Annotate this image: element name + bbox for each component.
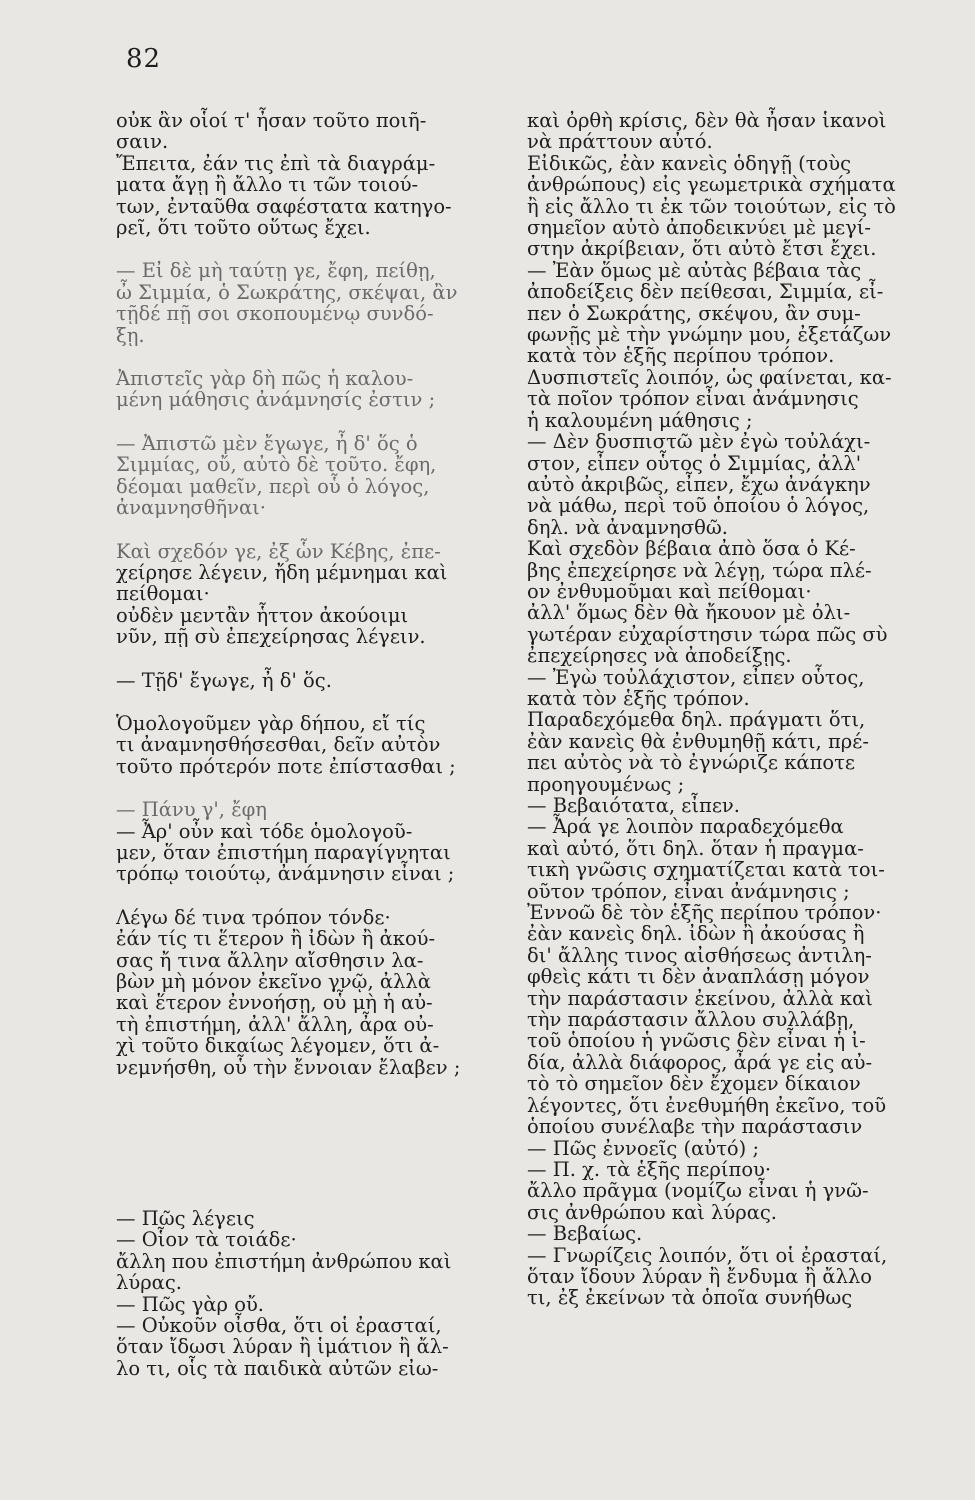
- text-line: φθεὶς κάτι τι δὲν ἀναπλάσῃ μόγον: [527, 965, 870, 989]
- paragraph-gap: [116, 346, 508, 368]
- text-line: Ἔπειτα, ἐάν τις ἐπὶ τὰ διαγράμ-: [116, 151, 436, 175]
- paragraph-gap: [116, 411, 508, 433]
- text-line: νὰ μάθω, περὶ τοῦ ὁποίου ὁ λόγος,: [527, 494, 870, 518]
- text-line: λο τι, οἷς τὰ παιδικὰ αὐτῶν εἰω-: [116, 1356, 439, 1380]
- text-line: δία, ἀλλὰ διάφορος, ἆρά γε εἰς αὐ-: [527, 1050, 873, 1074]
- text-line: πεν ὁ Σωκράτης, σκέψου, ἂν συμ-: [527, 301, 861, 325]
- text-line: — Ἆρά γε λοιπὸν παραδεχόμεθα: [527, 815, 844, 839]
- paragraph-gap: [116, 238, 508, 260]
- text-line: τὴ ἐπιστήμη, ἀλλ' ἄλλη, ἆρα οὐ-: [116, 1012, 434, 1036]
- text-line: — Πῶς ἐννοεῖς (αὐτό) ;: [527, 1136, 760, 1160]
- text-line: τρόπῳ τοιούτῳ, ἀνάμνησιν εἶναι ;: [116, 862, 455, 886]
- text-line: Ἐννοῶ δὲ τὸν ἑξῆς περίπου τρόπον·: [527, 901, 882, 925]
- text-line: Καὶ σχεδόν γε, ἐξ ὧν Κέβης, ἐπε-: [116, 539, 441, 563]
- text-line: μεν, ὅταν ἐπιστήμη παραγίγνηται: [116, 840, 451, 864]
- text-line: ἡ καλουμένη μάθησις ;: [527, 408, 753, 432]
- text-line: Καὶ σχεδὸν βέβαια ἀπὸ ὅσα ὁ Κέ-: [527, 537, 856, 561]
- text-line: σις ἀνθρώπου καὶ λύρας.: [527, 1200, 777, 1224]
- text-line: ἀλλ' ὅμως δὲν θὰ ἤκουον μὲ ὀλι-: [527, 601, 851, 625]
- text-line: ὁποίου συνέλαβε τὴν παράστασιν: [527, 1115, 863, 1139]
- text-line: — Εἰ δὲ μὴ ταύτῃ γε, ἔφη, πείθῃ,: [116, 259, 436, 283]
- text-line: λύρας.: [116, 1271, 182, 1295]
- text-line: δι' ἄλλης τινος αἰσθήσεως ἀντιλη-: [527, 943, 872, 967]
- text-line: οὐκ ἂν οἷοί τ' ἦσαν τοῦτο ποιῆ-: [116, 109, 427, 132]
- text-line: οὐδὲν μεντἂν ἧττον ἀκούοιμι: [116, 603, 409, 627]
- text-line: τὴν παράστασιν ἄλλου συλλάβῃ,: [527, 1008, 855, 1032]
- text-line: ρεῖ, ὅτι τοῦτο οὕτως ἔχει.: [116, 216, 371, 240]
- text-line: μένη μάθησις ἀνάμνησίς ἐστιν ;: [116, 388, 436, 412]
- text-line: καὶ ἕτερον ἐννοήσῃ, οὗ μὴ ἡ αὐ-: [116, 991, 433, 1015]
- text-line: — Ἀπιστῶ μὲν ἔγωγε, ἦ δ' ὅς ὁ: [116, 431, 418, 455]
- text-line: — Π. χ. τὰ ἑξῆς περίπου·: [527, 1157, 772, 1181]
- text-line: τι ἀναμνησθήσεσθαι, δεῖν αὐτὸν: [116, 733, 441, 757]
- text-line: γωτέραν εὐχαρίστησιν τώρα πῶς σὺ: [527, 622, 888, 646]
- text-line: τι, ἐξ ἐκείνων τὰ ὁποῖα συνήθως: [527, 1286, 853, 1310]
- text-line: τοῦτο πρότερόν ποτε ἐπίστασθαι ;: [116, 754, 456, 778]
- text-line: νὰ πράττουν αὐτό.: [527, 130, 713, 154]
- text-line: ὦ Σιμμία, ὁ Σωκράτης, σκέψαι, ἂν: [116, 280, 458, 304]
- text-line: — Βεβαίως.: [527, 1222, 643, 1246]
- text-line: καὶ αὐτό, ὅτι δηλ. ὅταν ἡ πραγμα-: [527, 836, 864, 860]
- text-line: πείθομαι·: [116, 582, 210, 606]
- text-line: σαιν.: [116, 130, 169, 154]
- text-line: Δυσπιστεῖς λοιπόν, ὡς φαίνεται, κα-: [527, 365, 892, 389]
- text-line: Ὁμολογοῦμεν γὰρ δήπου, εἴ τίς: [116, 711, 426, 735]
- text-line: ἀναμνησθῆναι·: [116, 496, 267, 520]
- text-line: χὶ τοῦτο δικαίως λέγομεν, ὅτι ἀ-: [116, 1034, 440, 1058]
- text-line: τῇδέ πῇ σοι σκοπουμένῳ συνδό-: [116, 302, 434, 326]
- text-line: δέομαι μαθεῖν, περὶ οὗ ὁ λόγος,: [116, 474, 430, 498]
- text-line: προηγουμένως ;: [527, 772, 685, 796]
- text-line: πει αὐτὸς νὰ τὸ ἐγνώριζε κάποτε: [527, 751, 856, 775]
- text-line: ἀνθρώπους) εἰς γεωμετρικὰ σχήματα: [527, 173, 896, 197]
- text-line: αὐτὸ ἀκριβῶς, εἶπεν, ἔχω ἀνάγκην: [527, 472, 871, 496]
- text-line: ἐὰν κανεὶς δηλ. ἰδὼν ἢ ἀκούσας ἢ: [527, 922, 865, 946]
- text-line: — Οὐκοῦν οἶσθα, ὅτι οἱ ἐρασταί,: [116, 1314, 442, 1338]
- text-line: Εἰδικῶς, ἐὰν κανεὶς ὁδηγῇ (τοὺς: [527, 151, 852, 175]
- text-line: λέγοντες, ὅτι ἐνεθυμήθη ἐκεῖνο, τοῦ: [527, 1093, 887, 1117]
- paragraph-gap: [116, 777, 508, 799]
- text-line: ὅταν ἴδωσι λύραν ἢ ἱμάτιον ἢ ἄλ-: [116, 1335, 449, 1359]
- paragraph-gap: [116, 519, 508, 541]
- text-line: τοῦ ὁποίου ἡ γνῶσις δὲν εἶναι ἡ ἰ-: [527, 1029, 866, 1053]
- text-line: — Βεβαιότατα, εἶπεν.: [527, 794, 740, 817]
- text-line: — Γνωρίζεις λοιπόν, ὅτι οἱ ἐρασταί,: [527, 1243, 888, 1267]
- text-line: ξῃ.: [116, 323, 145, 347]
- text-line: χείρησε λέγειν, ἤδη μέμνημαι καὶ: [116, 560, 448, 584]
- text-line: ἄλλη που ἐπιστήμη ἀνθρώπου καὶ: [116, 1249, 452, 1273]
- text-line: ἀποδείξεις δὲν πείθεσαι, Σιμμία, εἶ-: [527, 280, 884, 304]
- text-line: — Δὲν δυσπιστῶ μὲν ἐγὼ τοὐλάχι-: [527, 430, 871, 454]
- paragraph-gap: [116, 648, 508, 670]
- text-line: φωνῇς μὲ τὴν γνώμην μου, ἐξετάζων: [527, 323, 892, 347]
- text-line: τὴν παράστασιν ἐκείνου, ἀλλὰ καὶ: [527, 986, 873, 1010]
- text-line: κατὰ τὸν ἑξῆς περίπου τρόπον.: [527, 344, 835, 368]
- text-line: — Πῶς λέγεις: [116, 1207, 255, 1231]
- text-line: ἐάν τίς τι ἕτερον ἢ ἰδὼν ἢ ἀκού-: [116, 927, 436, 951]
- text-line: — Οἷον τὰ τοιάδε·: [116, 1228, 297, 1252]
- text-line: ἐπεχείρησες νὰ ἀποδείξῃς.: [527, 644, 792, 668]
- text-line: τὸ τὸ σημεῖον δὲν ἔχομεν δίκαιον: [527, 1072, 861, 1096]
- text-line: νεμνήσθη, οὗ τὴν ἔννοιαν ἔλαβεν ;: [116, 1055, 461, 1079]
- text-line: των, ἐνταῦθα σαφέστατα κατηγο-: [116, 194, 452, 218]
- text-line: οῦτον τρόπον, εἶναι ἀνάμνησις ;: [527, 879, 850, 903]
- text-line: ματα ἄγῃ ἢ ἄλλο τι τῶν τοιού-: [116, 173, 419, 197]
- text-line: τικὴ γνῶσις σχηματίζεται κατὰ τοι-: [527, 858, 885, 882]
- page-number: 82: [126, 44, 162, 74]
- text-line: στην ἀκρίβειαν, ὅτι αὐτὸ ἔτσι ἔχει.: [527, 237, 877, 261]
- text-line: δηλ. νὰ ἀναμνησθῶ.: [527, 515, 728, 539]
- text-line: σας ἤ τινα ἄλλην αἴσθησιν λα-: [116, 948, 424, 972]
- text-line: καὶ ὀρθὴ κρίσις, δὲν θὰ ἦσαν ἱκανοὶ: [527, 109, 887, 132]
- text-line: ὅταν ἴδουν λύραν ἢ ἔνδυμα ἢ ἄλλο: [527, 1264, 873, 1288]
- text-line: — Ἐγὼ τοὐλάχιστον, εἶπεν οὗτος,: [527, 665, 865, 689]
- text-line: νῦν, πῇ σὺ ἐπεχείρησας λέγειν.: [116, 625, 426, 649]
- left-column-ancient-text: [116, 110, 508, 1379]
- text-line: στον, εἶπεν οὗτος ὁ Σιμμίας, ἀλλ': [527, 451, 862, 475]
- text-line: ἄλλο πρᾶγμα (νομίζω εἶναι ἡ γνῶ-: [527, 1179, 869, 1203]
- text-line: Σιμμίας, οὔ, αὐτὸ δὲ τοῦτο. ἔφη,: [116, 453, 437, 477]
- text-line: τὰ ποῖον τρόπον εἶναι ἀνάμνησις: [527, 387, 859, 411]
- text-line: βης ἐπεχείρησε νὰ λέγῃ, τώρα πλέ-: [527, 558, 872, 582]
- text-line: κατὰ τὸν ἑξῆς τρόπον.: [527, 686, 750, 710]
- text-line: — Πῶς γὰρ οὔ.: [116, 1292, 265, 1316]
- paragraph-gap: [116, 691, 508, 713]
- text-line: Λέγω δέ τινα τρόπον τόνδε·: [116, 905, 391, 929]
- text-line: σημεῖον αὐτὸ ἀποδεικνύει μὲ μεγί-: [527, 216, 872, 240]
- text-line: — Ἐὰν ὅμως μὲ αὐτὰς βέβαια τὰς: [527, 258, 862, 282]
- right-column-translation: [527, 110, 931, 1309]
- text-line: Παραδεχόμεθα δηλ. πράγματι ὅτι,: [527, 708, 866, 732]
- text-line: — Τῇδ' ἔγωγε, ἦ δ' ὅς.: [116, 668, 332, 692]
- text-line: βὼν μὴ μόνον ἐκεῖνο γνῷ, ἀλλὰ: [116, 970, 431, 993]
- paragraph-gap: [116, 1078, 508, 1208]
- text-line: Ἀπιστεῖς γὰρ δὴ πῶς ἡ καλου-: [116, 367, 414, 391]
- text-line: ἢ εἰς ἄλλο τι ἐκ τῶν τοιούτων, εἰς τὸ: [527, 194, 896, 218]
- text-line: — Ἆρ' οὖν καὶ τόδε ὁμολογοῦ-: [116, 819, 413, 843]
- text-line: ἐὰν κανεὶς θὰ ἐνθυμηθῇ κάτι, πρέ-: [527, 729, 869, 753]
- text-line: ον ἐνθυμοῦμαι καὶ πείθομαι·: [527, 579, 812, 603]
- paragraph-gap: [116, 885, 508, 907]
- text-line: — Πάνυ γ', ἔφη: [116, 798, 267, 822]
